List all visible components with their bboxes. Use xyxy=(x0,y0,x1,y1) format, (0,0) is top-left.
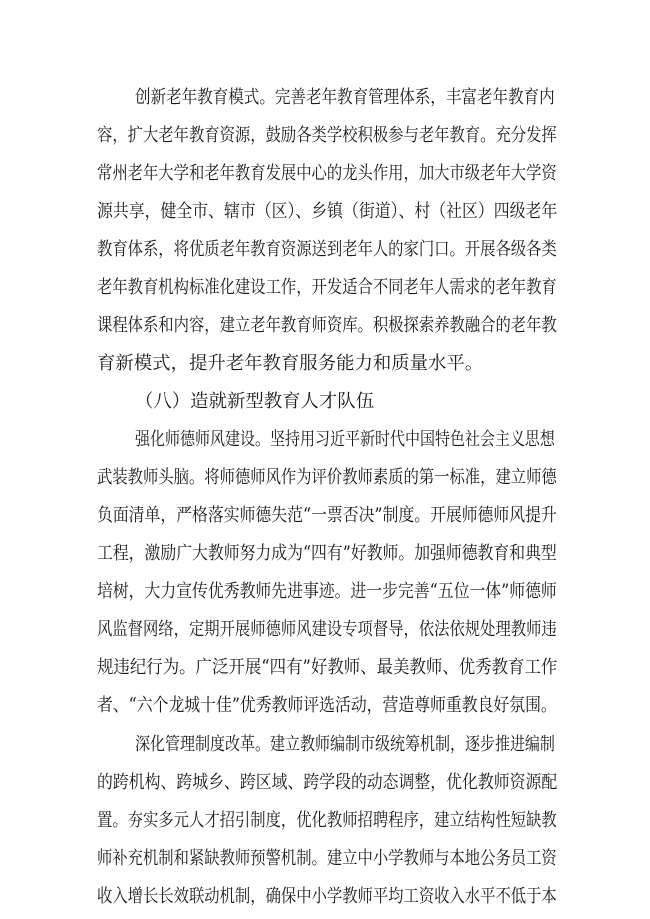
paragraph-line: 育新模式，提升老年教育服务能力和质量水平。 xyxy=(97,353,484,374)
paragraph-line: 强化师德师风建设。坚持用习近平新时代中国特色社会主义思想 xyxy=(135,429,555,450)
paragraph-line: 者、“六个龙城十佳”优秀教师评选活动，营造尊师重教良好氛围。 xyxy=(97,695,557,716)
paragraph-line: 工程，激励广大教师努力成为“四有”好教师。加强师德教育和典型 xyxy=(97,543,557,564)
paragraph-line: 师补充机制和紧缺教师预警机制。建立中小学教师与本地公务员工资 xyxy=(97,848,557,869)
paragraph-line: 容，扩大老年教育资源，鼓励各类学校积极参与老年教育。充分发挥 xyxy=(97,125,557,146)
paragraph-line: 负面清单，严格落实师德失范“一票否决”制度。开展师德师风提升 xyxy=(97,505,557,526)
paragraph-line: 的跨机构、跨城乡、跨区域、跨学段的动态调整，优化教师资源配 xyxy=(97,772,558,793)
paragraph-line: 置。夯实多元人才招引制度，优化教师招聘程序，建立结构性短缺教 xyxy=(97,810,557,831)
paragraph-line: 教育体系，将优质老年教育资源送到老年人的家门口。开展各级各类 xyxy=(97,239,557,260)
paragraph-line: 课程体系和内容，建立老年教育师资库。积极探索养教融合的老年教 xyxy=(97,315,557,336)
paragraph-line: 收入增长长效联动机制，确保中小学教师平均工资收入水平不低于本 xyxy=(97,886,557,907)
paragraph-line: 武装教师头脑。将师德师风作为评价教师素质的第一标准，建立师德 xyxy=(97,467,557,488)
paragraph-line: 风监督网络，定期开展师德师风建设专项督导，依法依规处理教师违 xyxy=(97,619,557,640)
section-heading: （八）造就新型教育人才队伍 xyxy=(135,391,375,412)
paragraph-line: 源共享，健全市、辖市（区）、乡镇（街道）、村（社区）四级老年 xyxy=(97,201,558,222)
paragraph-line: 培树，大力宣传优秀教师先进事迹。进一步完善“五位一体”师德师 xyxy=(97,581,557,602)
paragraph-line: 老年教育机构标准化建设工作，开发适合不同老年人需求的老年教育 xyxy=(97,277,557,298)
paragraph-line: 常州老年大学和老年教育发展中心的龙头作用，加大市级老年大学资 xyxy=(97,163,557,184)
paragraph-line: 规违纪行为。广泛开展“四有”好教师、最美教师、优秀教育工作 xyxy=(97,657,558,678)
paragraph-line: 深化管理制度改革。建立教师编制市级统筹机制，逐步推进编制 xyxy=(135,734,555,755)
paragraph-line: 创新老年教育模式。完善老年教育管理体系，丰富老年教育内 xyxy=(135,87,555,108)
